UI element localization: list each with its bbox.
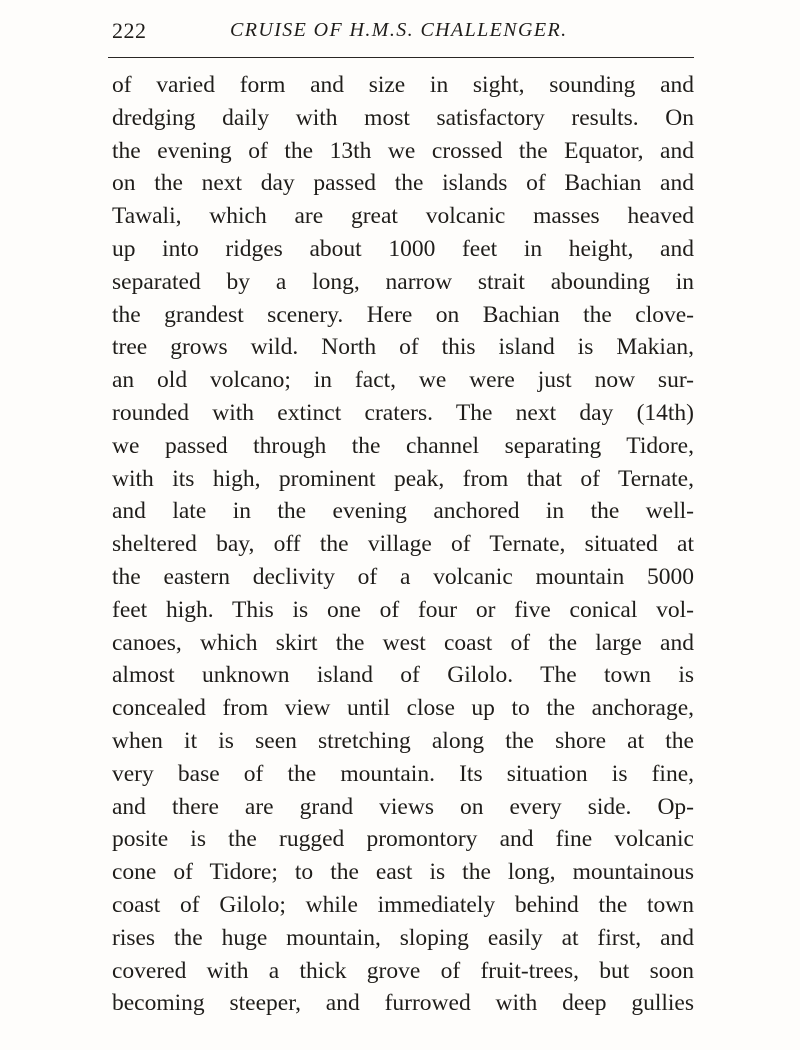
body-text [112, 69, 694, 1020]
running-title: CRUISE OF H.M.S. CHALLENGER. [230, 19, 568, 41]
text-line: separated by a long, narrow strait abounding in [112, 268, 694, 295]
text-line: and there are grand views on every side. Op- [112, 793, 694, 820]
text-line: posite is the rugged promontory and fine volcanic [112, 826, 694, 853]
text-line: becoming steeper, and furrowed with deep gullies [112, 990, 694, 1017]
text-line: we passed through the channel separating Tidore, [112, 432, 694, 459]
text-line: the eastern declivity of a volcanic mountain 5000 [112, 563, 694, 590]
text-line: the grandest scenery. Here on Bachian the clove- [112, 301, 694, 328]
page-number: 222 [112, 18, 147, 43]
text-line: sheltered bay, off the village of Ternate, situated at [112, 531, 694, 558]
text-line: dredging daily with most satisfactory results. On [112, 104, 694, 131]
text-line: rises the huge mountain, sloping easily at first, and [112, 924, 694, 951]
text-line: concealed from view until close up to the anchorage, [112, 695, 694, 722]
text-line: cone of Tidore; to the east is the long, mountainous [112, 859, 694, 886]
text-line: the evening of the 13th we crossed the Equator, and [112, 137, 694, 164]
text-line: covered with a thick grove of fruit-trees, but soon [112, 957, 694, 984]
text-line: Tawali, which are great volcanic masses heaved [112, 203, 694, 230]
text-line: coast of Gilolo; while immediately behind the town [112, 891, 694, 918]
text-line: canoes, which skirt the west coast of the large and [112, 629, 694, 656]
text-line: very base of the mountain. Its situation is fine, [112, 760, 694, 787]
header-rule [108, 57, 694, 58]
text-line: feet high. This is one of four or five conical vol- [112, 596, 694, 623]
text-line: almost unknown island of Gilolo. The town is [112, 662, 694, 689]
text-line: rounded with extinct craters. The next day (14th) [112, 399, 694, 426]
text-line: tree grows wild. North of this island is Makian, [112, 334, 694, 361]
text-line: an old volcano; in fact, we were just now sur- [112, 367, 694, 394]
text-line: on the next day passed the islands of Bachian and [112, 170, 694, 197]
text-line: when it is seen stretching along the shore at the [112, 727, 694, 754]
page-header [112, 18, 692, 52]
text-line: and late in the evening anchored in the well- [112, 498, 694, 525]
text-line: with its high, prominent peak, from that of Ternate, [112, 465, 694, 492]
text-line: of varied form and size in sight, sounding and [112, 72, 694, 98]
text-line: up into ridges about 1000 feet in height, and [112, 235, 694, 262]
